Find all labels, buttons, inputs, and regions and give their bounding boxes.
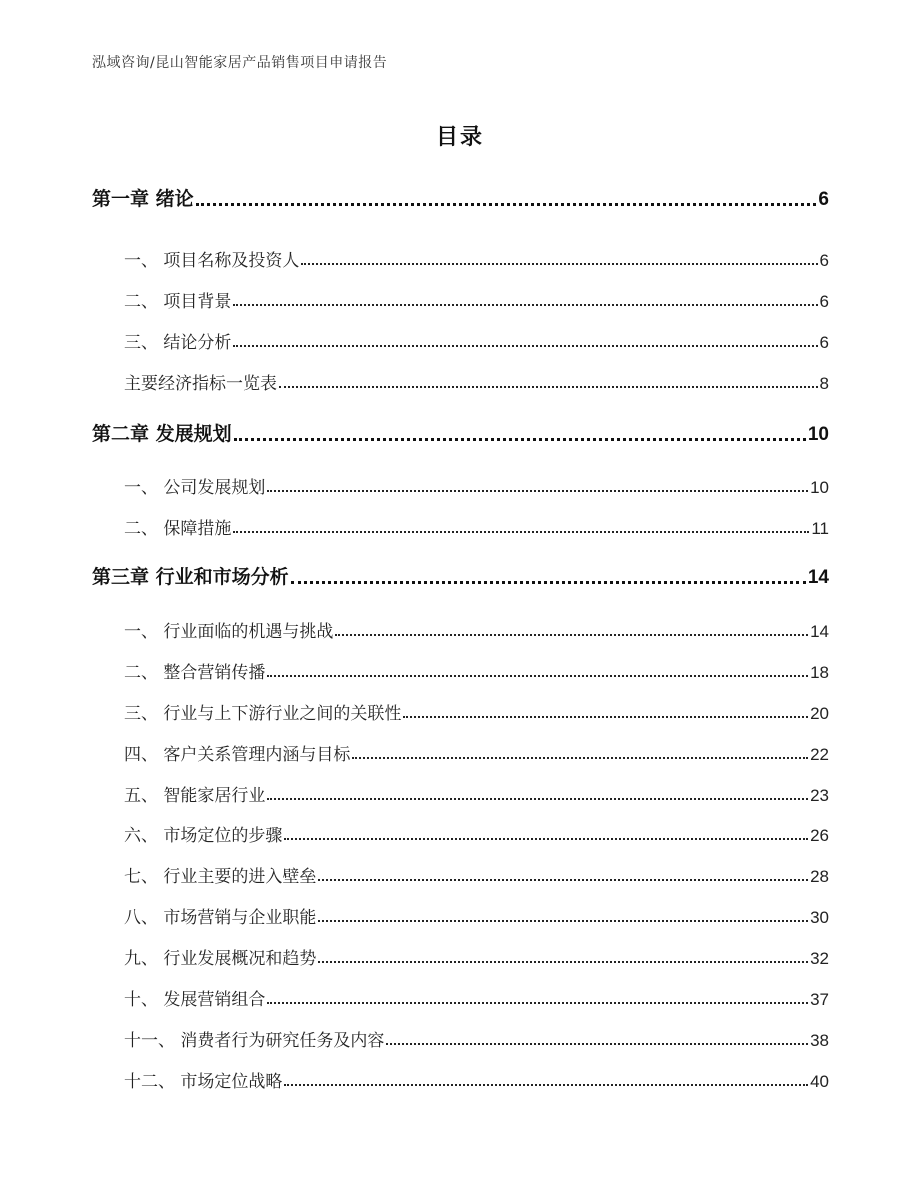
toc-entry-label: 第三章 行业和市场分析	[92, 566, 289, 588]
toc-entry[interactable]	[124, 328, 829, 353]
dot-leader	[196, 203, 817, 206]
toc-entry[interactable]	[124, 985, 829, 1010]
toc-entry[interactable]	[124, 473, 829, 498]
toc-entry[interactable]	[124, 862, 829, 887]
toc-entry-page: 6	[819, 251, 829, 270]
toc-entry-label: 第一章 绪论	[92, 188, 194, 210]
toc-entry-page: 10	[807, 424, 829, 445]
toc-entry-label: 三、 行业与上下游行业之间的关联性	[124, 704, 402, 724]
toc-entry-label: 三、 结论分析	[124, 333, 232, 353]
dot-leader	[267, 798, 808, 800]
toc-entry[interactable]	[92, 419, 829, 446]
toc-entry-page: 6	[818, 189, 829, 210]
dot-leader	[403, 716, 808, 718]
dot-leader	[267, 675, 808, 677]
toc-entry[interactable]	[92, 562, 829, 589]
toc-entry-page: 11	[811, 519, 829, 538]
toc-entry-label: 一、 公司发展规划	[124, 478, 266, 498]
toc-entry[interactable]	[124, 514, 829, 539]
toc-entry[interactable]	[124, 1067, 829, 1092]
toc-entry-label: 十、 发展营销组合	[124, 990, 266, 1010]
toc-entry-label: 第二章 发展规划	[92, 423, 232, 445]
toc-entry[interactable]	[124, 369, 829, 394]
toc-entry-page: 6	[819, 333, 829, 352]
dot-leader	[234, 438, 806, 441]
toc-entry-page: 32	[810, 949, 829, 968]
dot-leader	[279, 386, 818, 388]
dot-leader	[267, 1002, 808, 1004]
toc-entry[interactable]	[124, 246, 829, 271]
toc-entry-page: 30	[810, 908, 829, 927]
toc-entry[interactable]	[124, 617, 829, 642]
dot-leader	[318, 961, 808, 963]
toc-entry-page: 37	[810, 990, 829, 1009]
toc-entry-label: 六、 市场定位的步骤	[124, 826, 283, 846]
toc-entry-page: 10	[810, 478, 829, 497]
toc-entry[interactable]	[124, 821, 829, 846]
toc-entry[interactable]	[124, 658, 829, 683]
toc-entry-page: 6	[819, 292, 829, 311]
toc-entry-page: 23	[810, 786, 829, 805]
dot-leader	[291, 581, 806, 584]
dot-leader	[352, 757, 808, 759]
toc-entry-page: 14	[810, 622, 829, 641]
toc-entry[interactable]	[124, 944, 829, 969]
toc-entry-page: 20	[810, 704, 829, 723]
toc-entry[interactable]	[124, 287, 829, 312]
toc-entry-page: 26	[810, 826, 829, 845]
toc-entry-label: 十一、 消费者行为研究任务及内容	[124, 1031, 385, 1051]
toc-entry-label: 四、 客户关系管理内涵与目标	[124, 745, 351, 765]
toc-entry-label: 二、 项目背景	[124, 292, 232, 312]
toc-entry[interactable]	[124, 1026, 829, 1051]
dot-leader	[386, 1043, 808, 1045]
dot-leader	[284, 838, 808, 840]
toc-entry-label: 八、 市场营销与企业职能	[124, 908, 317, 928]
dot-leader	[318, 920, 808, 922]
dot-leader	[284, 1084, 808, 1086]
toc-entry[interactable]	[92, 184, 829, 211]
toc-entry-page: 22	[810, 745, 829, 764]
toc-entry-label: 二、 保障措施	[124, 519, 232, 539]
toc-entry-label: 主要经济指标一览表	[124, 374, 277, 394]
toc-entry-page: 40	[810, 1072, 829, 1091]
toc-entry-label: 九、 行业发展概况和趋势	[124, 949, 317, 969]
toc-entry-page: 28	[810, 867, 829, 886]
toc-entry-label: 一、 行业面临的机遇与挑战	[124, 622, 334, 642]
dot-leader	[233, 531, 809, 533]
running-header: 泓域咨询/昆山智能家居产品销售项目申请报告	[92, 55, 388, 71]
toc-entry-page: 8	[819, 374, 829, 393]
toc-entry-page: 38	[810, 1031, 829, 1050]
toc-entry-label: 五、 智能家居行业	[124, 786, 266, 806]
dot-leader	[335, 634, 808, 636]
dot-leader	[301, 263, 817, 265]
toc-entry[interactable]	[124, 781, 829, 806]
toc-entry[interactable]	[124, 699, 829, 724]
toc-entry-label: 二、 整合营销传播	[124, 663, 266, 683]
dot-leader	[233, 345, 817, 347]
toc-entry-page: 14	[807, 567, 829, 588]
dot-leader	[267, 490, 808, 492]
dot-leader	[233, 304, 817, 306]
dot-leader	[318, 879, 808, 881]
page-title: 目录	[435, 125, 484, 150]
toc-entry-page: 18	[810, 663, 829, 682]
toc-entry[interactable]	[124, 903, 829, 928]
toc-entry-label: 一、 项目名称及投资人	[124, 251, 300, 271]
toc-entry-label: 十二、 市场定位战略	[124, 1072, 283, 1092]
toc-entry-label: 七、 行业主要的进入壁垒	[124, 867, 317, 887]
toc-entry[interactable]	[124, 740, 829, 765]
